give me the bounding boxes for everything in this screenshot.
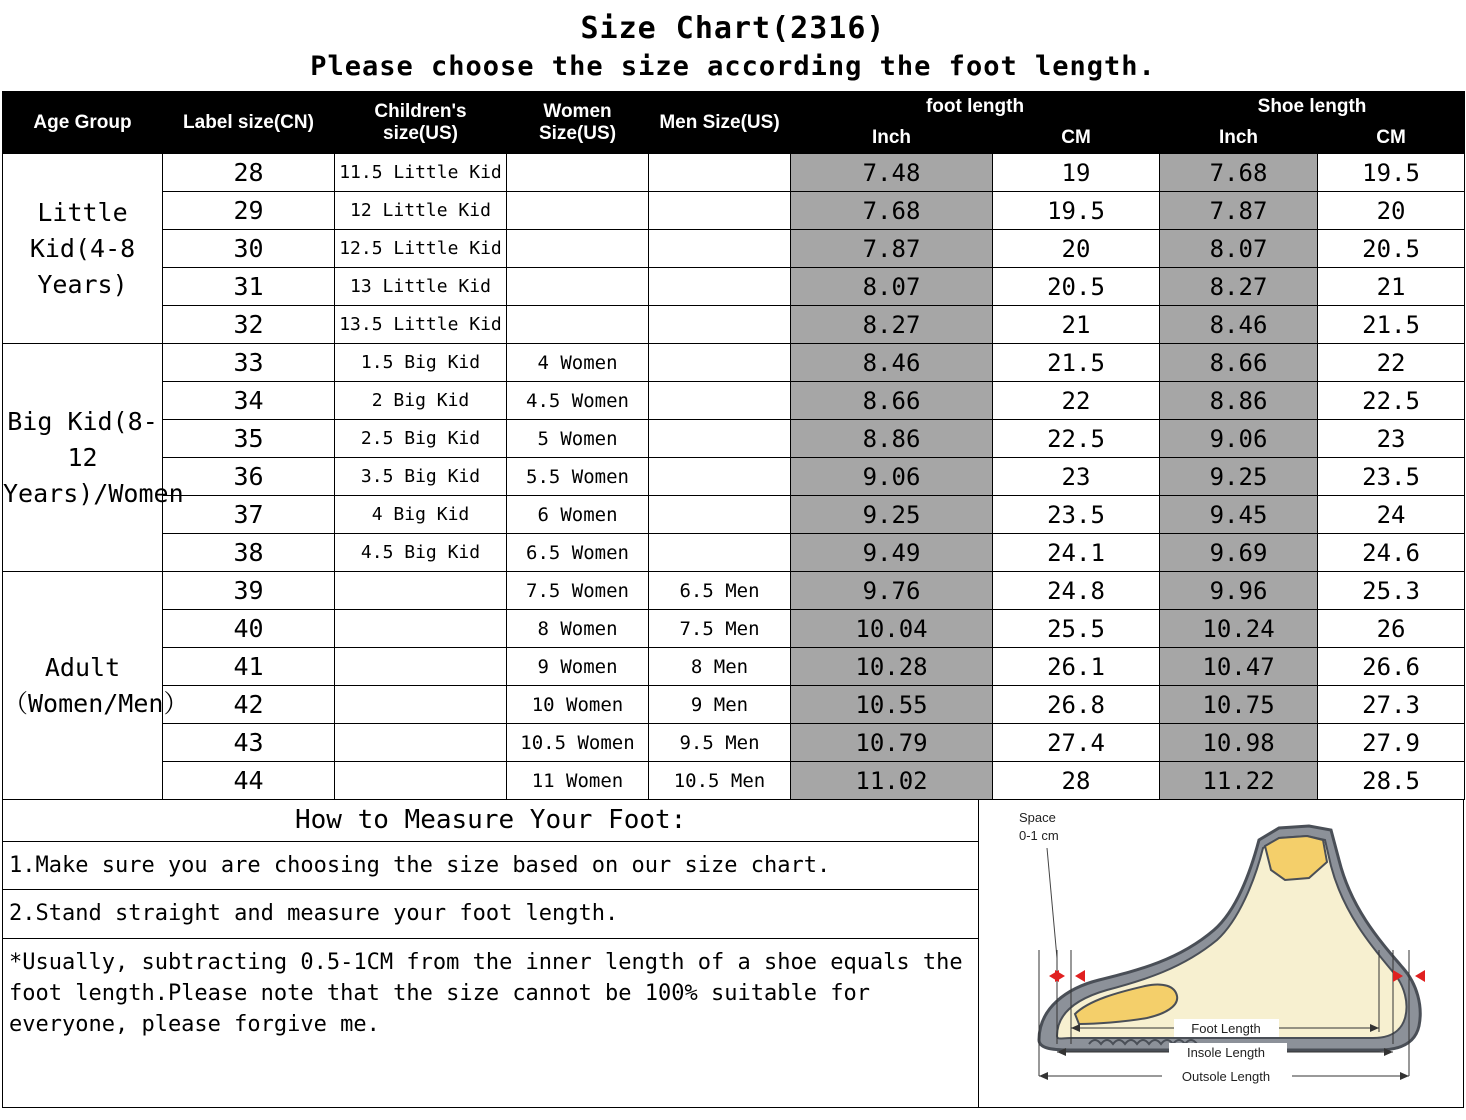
cell-kids [335,686,507,724]
header-age-group: Age Group [3,92,163,154]
cell-foot-in: 10.79 [791,724,993,762]
cell-shoe-cm: 22 [1318,344,1465,382]
cell-kids [335,762,507,800]
cell-men [649,344,791,382]
cell-foot-cm: 20 [993,230,1160,268]
cell-cn: 29 [163,192,335,230]
cell-kids [335,572,507,610]
cell-foot-cm: 24.1 [993,534,1160,572]
table-row [3,762,1465,800]
outsole-length-label: Outsole Length [1182,1069,1271,1085]
cell-women: 5.5 Women [507,458,649,496]
table-row [3,496,1465,534]
cell-cn: 41 [163,648,335,686]
cell-women: 6.5 Women [507,534,649,572]
cell-foot-cm: 25.5 [993,610,1160,648]
cell-cn: 28 [163,154,335,192]
table-row [3,686,1465,724]
cell-men: 9 Men [649,686,791,724]
cell-shoe-cm: 24 [1318,496,1465,534]
cell-foot-cm: 21 [993,306,1160,344]
cell-foot-in: 8.66 [791,382,993,420]
cell-shoe-in: 9.25 [1160,458,1318,496]
cell-shoe-in: 7.68 [1160,154,1318,192]
cell-cn: 36 [163,458,335,496]
cell-shoe-in: 9.06 [1160,420,1318,458]
age-group-cell: Adult（Women/Men） [3,572,163,800]
cell-foot-cm: 22 [993,382,1160,420]
cell-shoe-in: 9.69 [1160,534,1318,572]
cell-shoe-cm: 23 [1318,420,1465,458]
cell-cn: 43 [163,724,335,762]
cell-foot-cm: 28 [993,762,1160,800]
measure-step-2: 2.Stand straight and measure your foot length. [3,890,978,939]
size-chart-page [0,12,1466,1120]
header-women-size-us: Women Size(US) [507,92,649,154]
cell-women: 4 Women [507,344,649,382]
cell-women: 11 Women [507,762,649,800]
cell-shoe-in: 8.07 [1160,230,1318,268]
cell-kids: 1.5 Big Kid [335,344,507,382]
cell-women: 8 Women [507,610,649,648]
cell-cn: 31 [163,268,335,306]
cell-women: 10.5 Women [507,724,649,762]
cell-foot-in: 10.04 [791,610,993,648]
measure-note: *Usually, subtracting 0.5-1CM from the inner length of a shoe equals the foot length.Please note that the size cannot be 100% suitable for everyone, please forgive me. [9,949,963,1038]
shoe-cross-section-illustration [979,800,1463,1107]
cell-shoe-cm: 20.5 [1318,230,1465,268]
cell-men [649,154,791,192]
cell-foot-cm: 21.5 [993,344,1160,382]
cell-cn: 44 [163,762,335,800]
cell-shoe-in: 10.47 [1160,648,1318,686]
cell-women: 5 Women [507,420,649,458]
how-to-measure-panel [3,800,979,1107]
cell-men [649,268,791,306]
cell-shoe-cm: 27.3 [1318,686,1465,724]
table-header-row-1 [3,92,1465,123]
cell-kids: 12 Little Kid [335,192,507,230]
cell-kids: 4 Big Kid [335,496,507,534]
cell-shoe-cm: 25.3 [1318,572,1465,610]
cell-shoe-in: 11.22 [1160,762,1318,800]
cell-kids [335,648,507,686]
cell-men: 10.5 Men [649,762,791,800]
age-group-cell: Little Kid(4-8 Years) [3,154,163,344]
measure-step-1: 1.Make sure you are choosing the size based on our size chart. [3,842,978,891]
table-header [3,92,1465,154]
table-row [3,458,1465,496]
cell-men: 7.5 Men [649,610,791,648]
cell-men [649,496,791,534]
cell-foot-cm: 23 [993,458,1160,496]
foot-measure-diagram [979,800,1463,1107]
cell-kids: 2.5 Big Kid [335,420,507,458]
cell-cn: 40 [163,610,335,648]
cell-men [649,230,791,268]
cell-shoe-in: 7.87 [1160,192,1318,230]
header-childrens-size-us: Children's size(US) [335,92,507,154]
cell-shoe-in: 10.24 [1160,610,1318,648]
cell-cn: 33 [163,344,335,382]
cell-shoe-cm: 20 [1318,192,1465,230]
cell-cn: 32 [163,306,335,344]
bottom-section [2,800,1464,1108]
cell-women [507,230,649,268]
table-row [3,154,1465,192]
cell-men: 6.5 Men [649,572,791,610]
table-row [3,344,1465,382]
cell-women: 6 Women [507,496,649,534]
table-row [3,534,1465,572]
cell-foot-cm: 20.5 [993,268,1160,306]
cell-kids: 3.5 Big Kid [335,458,507,496]
cell-foot-in: 7.68 [791,192,993,230]
table-row [3,192,1465,230]
cell-men [649,192,791,230]
header-foot-cm: CM [993,123,1160,154]
cell-shoe-in: 10.98 [1160,724,1318,762]
cell-cn: 39 [163,572,335,610]
cell-foot-cm: 22.5 [993,420,1160,458]
cell-cn: 34 [163,382,335,420]
cell-foot-in: 10.28 [791,648,993,686]
cell-cn: 42 [163,686,335,724]
how-to-measure-heading: How to Measure Your Foot: [3,800,978,842]
cell-shoe-cm: 28.5 [1318,762,1465,800]
cell-foot-cm: 19 [993,154,1160,192]
cell-foot-in: 8.07 [791,268,993,306]
table-row [3,724,1465,762]
cell-foot-in: 8.27 [791,306,993,344]
table-body [3,154,1465,800]
cell-men: 9.5 Men [649,724,791,762]
table-row [3,610,1465,648]
cell-shoe-cm: 24.6 [1318,534,1465,572]
cell-shoe-cm: 21.5 [1318,306,1465,344]
cell-foot-in: 7.48 [791,154,993,192]
table-row [3,572,1465,610]
cell-shoe-cm: 27.9 [1318,724,1465,762]
cell-foot-cm: 19.5 [993,192,1160,230]
table-row [3,306,1465,344]
page-title: Size Chart(2316) [580,11,886,46]
page-subtitle: Please choose the size according the foot length. [310,51,1156,82]
cell-shoe-in: 9.45 [1160,496,1318,534]
cell-kids: 4.5 Big Kid [335,534,507,572]
cell-cn: 30 [163,230,335,268]
cell-men [649,382,791,420]
cell-women [507,306,649,344]
table-row [3,268,1465,306]
header-men-size-us: Men Size(US) [649,92,791,154]
header-shoe-cm: CM [1318,123,1465,154]
cell-foot-cm: 23.5 [993,496,1160,534]
cell-kids: 11.5 Little Kid [335,154,507,192]
cell-cn: 38 [163,534,335,572]
header-foot-length: foot length [791,92,1160,123]
cell-cn: 35 [163,420,335,458]
space-label-line2: 0-1 cm [1019,828,1060,844]
cell-kids [335,724,507,762]
cell-shoe-in: 8.27 [1160,268,1318,306]
cell-women [507,268,649,306]
cell-kids: 13 Little Kid [335,268,507,306]
cell-shoe-cm: 21 [1318,268,1465,306]
cell-shoe-in: 9.96 [1160,572,1318,610]
age-group-cell: Big Kid(8-12 Years)/Women [3,344,163,572]
cell-kids: 12.5 Little Kid [335,230,507,268]
cell-shoe-in: 10.75 [1160,686,1318,724]
table-row [3,230,1465,268]
cell-kids: 13.5 Little Kid [335,306,507,344]
cell-foot-cm: 26.8 [993,686,1160,724]
cell-shoe-cm: 23.5 [1318,458,1465,496]
cell-foot-cm: 26.1 [993,648,1160,686]
space-label-line1: Space [1019,810,1057,826]
cell-men [649,458,791,496]
table-row [3,420,1465,458]
cell-women [507,154,649,192]
cell-shoe-in: 8.66 [1160,344,1318,382]
cell-shoe-in: 8.86 [1160,382,1318,420]
cell-foot-in: 9.76 [791,572,993,610]
cell-foot-in: 8.46 [791,344,993,382]
size-chart-table [2,91,1465,800]
foot-length-label: Foot Length [1191,1021,1262,1037]
cell-foot-cm: 24.8 [993,572,1160,610]
cell-shoe-cm: 26.6 [1318,648,1465,686]
cell-shoe-in: 8.46 [1160,306,1318,344]
cell-women: 7.5 Women [507,572,649,610]
cell-men [649,534,791,572]
cell-foot-in: 9.25 [791,496,993,534]
header-shoe-length: Shoe length [1160,92,1465,123]
insole-length-label: Insole Length [1187,1045,1266,1061]
header-shoe-inch: Inch [1160,123,1318,154]
header-label-size-cn: Label size(CN) [163,92,335,154]
cell-women: 9 Women [507,648,649,686]
cell-women: 4.5 Women [507,382,649,420]
cell-kids: 2 Big Kid [335,382,507,420]
table-row [3,382,1465,420]
table-row [3,648,1465,686]
cell-shoe-cm: 26 [1318,610,1465,648]
cell-women [507,192,649,230]
cell-shoe-cm: 19.5 [1318,154,1465,192]
cell-kids [335,610,507,648]
cell-foot-in: 11.02 [791,762,993,800]
header-foot-inch: Inch [791,123,993,154]
cell-foot-in: 7.87 [791,230,993,268]
cell-foot-cm: 27.4 [993,724,1160,762]
cell-men [649,420,791,458]
cell-shoe-cm: 22.5 [1318,382,1465,420]
cell-women: 10 Women [507,686,649,724]
cell-cn: 37 [163,496,335,534]
cell-men [649,306,791,344]
cell-men: 8 Men [649,648,791,686]
cell-foot-in: 9.49 [791,534,993,572]
cell-foot-in: 10.55 [791,686,993,724]
cell-foot-in: 9.06 [791,458,993,496]
cell-foot-in: 8.86 [791,420,993,458]
